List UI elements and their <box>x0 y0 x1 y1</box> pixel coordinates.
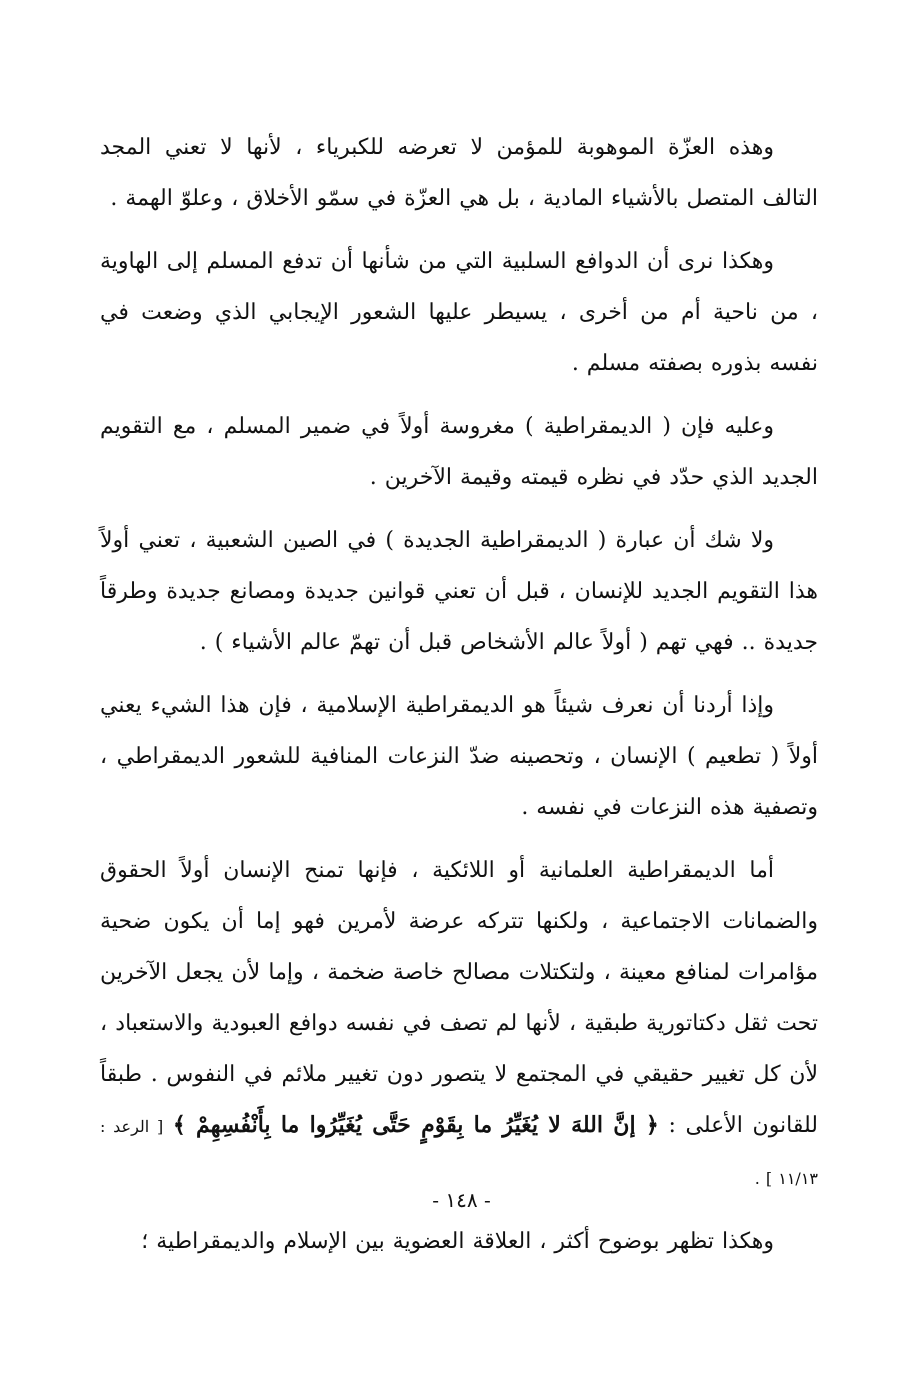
paragraph-4: ولا شك أن عبارة ( الديمقراطية الجديدة ) في الصين الشعبية ، تعني أولاً هذا التقويم الجديد للإنسان ، قبل أن تعني قوانين جديدة ومصانع جديدة وطرقاً جديدة .. فهي تهم ( أولاً عالم الأشخاص قبل أن تهمّ عالم الأشياء ) . <box>100 528 818 655</box>
page-number: - ١٤٨ - <box>432 1188 491 1212</box>
paragraph-6 <box>100 845 818 1204</box>
paragraph-2: وهكذا نرى أن الدوافع السلبية التي من شأنها أن تدفع المسلم إلى الهاوية ، من ناحية أم من أخرى ، يسيطر عليها الشعور الإيجابي الذي وضعت في نفسه بذوره بصفته مسلم . <box>100 249 818 376</box>
paragraph-1: وهذه العزّة الموهوبة للمؤمن لا تعرضه للكبرياء ، لأنها لا تعني المجد التالف المتصل بالأشياء المادية ، بل هي العزّة في سمّو الأخلاق ، وعلوّ الهمة . <box>100 135 818 211</box>
quote-reference: [ الرعد : ١١/١٣ ] . <box>100 1117 818 1188</box>
paragraph-6-text: أما الديمقراطية العلمانية أو اللائكية ، فإنها تمنح الإنسان أولاً الحقوق والضمانات الاجتماعية ، ولكنها تتركه عرضة لأمرين فهو إما أن يكون ضحية مؤامرات لمنافع معينة ، ولتكتلات مصالح خاصة ضخمة ، وإما لأن يجعل الآخرين تحت ثقل دكتاتورية طبقية ، لأنها لم تصف في نفسه دوافع العبودية والاستعباد ، لأن كل تغيير حقيقي في المجتمع لا يتصور دون تغيير ملائم في النفوس . طبقاً للقانون الأعلى : <box>100 858 819 1138</box>
paragraph-5: وإذا أردنا أن نعرف شيئاً هو الديمقراطية الإسلامية ، فإن هذا الشيء يعني أولاً ( تطعيم ) الإنسان ، وتحصينه ضدّ النزعات المنافية للشعور الديمقراطي ، وتصفية هذه النزعات في نفسه . <box>100 693 818 820</box>
page-body <box>100 122 818 1279</box>
paragraph-7: وهكذا تظهر بوضوح أكثر ، العلاقة العضوية بين الإسلام والديمقراطية ؛ <box>141 1229 774 1254</box>
quran-quote: ﴿ إنَّ اللهَ لا يُغَيِّرُ ما بِقَوْمٍ حَتَّى يُغَيِّرُوا ما بِأَنْفُسِهِمْ ﴾ <box>172 1112 659 1138</box>
paragraph-3: وعليه فإن ( الديمقراطية ) مغروسة أولاً في ضمير المسلم ، مع التقويم الجديد الذي حدّد في نظره قيمته وقيمة الآخرين . <box>100 414 818 490</box>
